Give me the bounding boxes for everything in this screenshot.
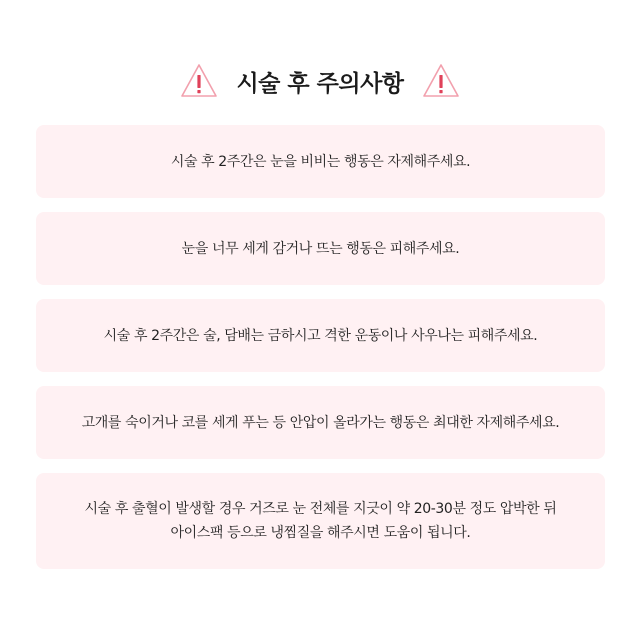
notice-line: 눈을 너무 세게 감거나 뜨는 행동은 피해주세요. xyxy=(181,240,460,257)
notice-line: 시술 후 출혈이 발생할 경우 거즈로 눈 전체를 지긋이 약 20-30분 정도 압박한 뒤 xyxy=(84,501,557,517)
notice-card-5 xyxy=(36,473,605,569)
notice-card-2 xyxy=(36,212,605,285)
notice-card-3 xyxy=(36,299,605,372)
notice-text xyxy=(182,237,460,261)
notice-text xyxy=(171,150,470,174)
notice-text xyxy=(85,497,557,545)
notice-line: 시술 후 2주간은 술, 담배는 금하시고 격한 운동이나 사우나는 피해주세요. xyxy=(103,327,538,344)
notice-line: 고개를 숙이거나 코를 세게 푸는 등 안압이 올라가는 행동은 최대한 자제해주세요. xyxy=(81,414,560,431)
warning-triangle-icon xyxy=(180,63,218,99)
notice-line: 아이스팩 등으로 냉찜질을 해주시면 도움이 됩니다. xyxy=(170,525,471,541)
warning-triangle-icon xyxy=(422,63,460,99)
page-header xyxy=(0,60,640,102)
notice-card-1 xyxy=(36,125,605,198)
page-title: 시술 후 주의사항 xyxy=(236,70,404,97)
notice-line: 시술 후 2주간은 눈을 비비는 행동은 자제해주세요. xyxy=(170,153,471,170)
notice-text xyxy=(104,324,538,348)
notice-card-4 xyxy=(36,386,605,459)
notice-text xyxy=(82,411,560,435)
